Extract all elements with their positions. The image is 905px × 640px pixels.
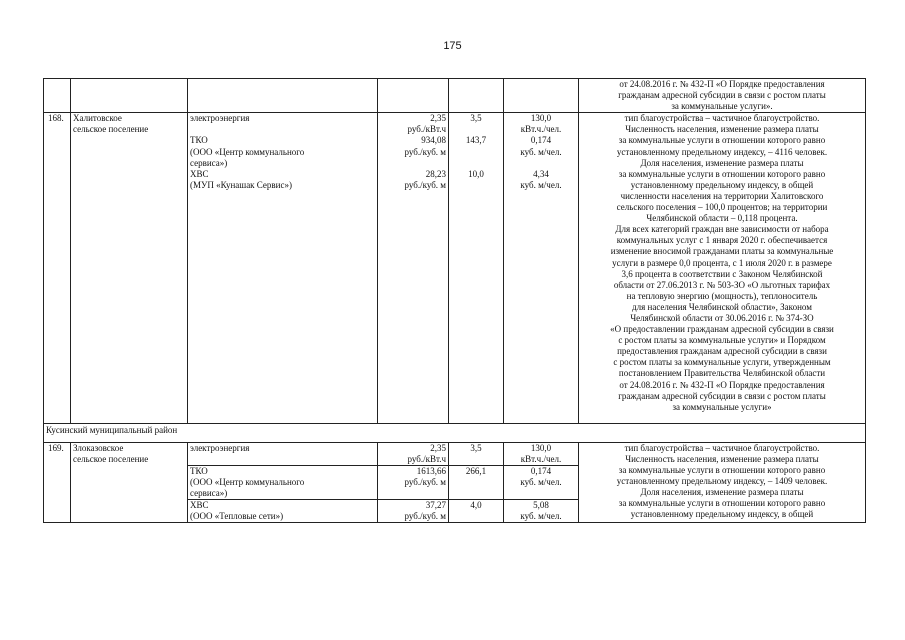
note-line: услуги в размере 0,0 процента, с 1 июля 2020 г. в размере bbox=[612, 257, 832, 268]
note-line: изменение вносимой гражданами платы за коммунальные bbox=[610, 246, 834, 257]
note-line: за коммунальные услуги в отношении которого равно bbox=[618, 168, 826, 179]
note-line: тип благоустройства – частичное благоустройство. bbox=[624, 113, 820, 124]
service-price: 2,35 руб./кВт.ч bbox=[378, 442, 449, 465]
service-norm: 5,08 куб. м/чел. bbox=[504, 500, 579, 523]
note-line: за коммунальные услуги в отношении которого равно bbox=[618, 464, 826, 475]
note-line: установленному предельному индексу, в общей bbox=[630, 179, 814, 190]
note-line: установленному предельному индексу, – 4116 человек. bbox=[616, 146, 828, 157]
service-volume: 10,0 bbox=[449, 169, 504, 191]
note-line: Для всех категорий граждан вне зависимости от набора bbox=[615, 224, 829, 235]
table-row bbox=[44, 113, 866, 136]
note-line: Численность населения, изменение размера платы bbox=[625, 453, 819, 464]
note-line: с ростом платы за коммунальные услуги» и Порядком bbox=[618, 335, 826, 346]
service-volume: 266,1 bbox=[449, 465, 504, 499]
row-number: 169. bbox=[44, 442, 71, 523]
note-line: за коммунальные услуги» bbox=[672, 401, 772, 412]
note-line: с ростом платы за коммунальные услуги, утвержденным bbox=[613, 357, 831, 368]
continuation-row bbox=[44, 79, 866, 113]
note-line: тип благоустройства – частичное благоустройство. bbox=[624, 442, 820, 453]
service-norm: 0,174 куб. м/чел. bbox=[504, 135, 579, 168]
service-name: ТКО (ООО «Центр коммунального сервиса») bbox=[188, 135, 378, 168]
note-line: Доля населения, изменение размера платы bbox=[640, 486, 804, 497]
service-norm: 0,174 куб. м/чел. bbox=[504, 465, 579, 499]
service-norm: 130,0 кВт.ч./чел. bbox=[504, 442, 579, 465]
note-line: области от 27.06.2013 г. № 503-ЗО «О льготных тарифах bbox=[613, 279, 831, 290]
service-volume: 3,5 bbox=[449, 442, 504, 465]
service-price: 934,08 руб./куб. м bbox=[378, 135, 449, 168]
service-name: ХВС (ООО «Тепловые сети») bbox=[188, 500, 378, 523]
note-line: от 24.08.2016 г. № 432-П «О Порядке предоставления bbox=[619, 379, 825, 390]
service-name: электроэнергия bbox=[188, 113, 378, 136]
note-line: гражданам адресной субсидии в связи с ростом платы bbox=[618, 390, 826, 401]
table-row bbox=[44, 442, 866, 465]
page-number: 175 bbox=[443, 40, 462, 52]
service-name: электроэнергия bbox=[188, 442, 378, 465]
service-price: 37,27 руб./куб. м bbox=[378, 500, 449, 523]
note-line: Доля населения, изменение размера платы bbox=[640, 157, 804, 168]
note-line: за коммунальные услуги в отношении которого равно bbox=[618, 135, 826, 146]
note-line: за коммунальные услуги в отношении которого равно bbox=[618, 498, 826, 508]
row-note bbox=[579, 113, 866, 424]
note-line: сельского поселения – 100,0 процентов; на территории bbox=[616, 202, 828, 213]
service-norm: 4,34 куб. м/чел. bbox=[504, 169, 579, 191]
row-note bbox=[579, 442, 866, 523]
service-price: 2,35 руб./кВт.ч bbox=[378, 113, 449, 136]
service-name: ХВС (МУП «Кунашак Сервис») bbox=[188, 169, 378, 191]
service-name: ТКО (ООО «Центр коммунального сервиса») bbox=[188, 465, 378, 499]
note-line: Численность населения, изменение размера платы bbox=[625, 124, 819, 135]
note-line: Челябинской области – 0,118 процента. bbox=[646, 213, 798, 224]
note-line: численности населения на территории Халитовского bbox=[620, 190, 824, 201]
note-line: Челябинской области от 30.06.2016 г. № 374-ЗО bbox=[630, 312, 814, 323]
section-row bbox=[44, 424, 866, 442]
note-line: на тепловую энергию (мощность), теплоноситель bbox=[626, 290, 818, 301]
service-norm: 130,0 кВт.ч./чел. bbox=[504, 113, 579, 136]
note-line: предоставления гражданам адресной субсидии в связи bbox=[617, 346, 827, 357]
note-line: 3,6 процента в соответствии с Законом Челябинской bbox=[621, 268, 823, 279]
service-volume: 4,0 bbox=[449, 500, 504, 523]
row-number: 168. bbox=[44, 113, 71, 424]
section-title: Кусинский муниципальный район bbox=[44, 424, 866, 442]
note-line: установленному предельному индексу, в общей bbox=[630, 509, 814, 520]
service-price: 28,23 руб./куб. м bbox=[378, 169, 449, 191]
service-price: 1613,66 руб./куб. м bbox=[378, 465, 449, 499]
tariff-table bbox=[43, 78, 866, 523]
settlement-name: Халитовское сельское поселение bbox=[71, 113, 188, 424]
note-line: «О предоставлении гражданам адресной субсидии в связи bbox=[610, 324, 834, 335]
note-line: установленному предельному индексу, – 1409 человек. bbox=[616, 475, 828, 486]
settlement-name: Злоказовское сельское поселение bbox=[71, 442, 188, 523]
note-line: коммунальных услуг с 1 января 2020 г. обеспечивается bbox=[616, 235, 828, 246]
service-volume: 3,5 bbox=[449, 113, 504, 136]
note-line: для населения Челябинской области», Законом bbox=[632, 301, 812, 312]
continuation-note: от 24.08.2016 г. № 432-П «О Порядке предоставления гражданам адресной субсидии в связи с ростом платы за коммунальные услуги». bbox=[579, 79, 866, 113]
service-volume: 143,7 bbox=[449, 135, 504, 168]
note-line: постановлением Правительства Челябинской области bbox=[618, 368, 826, 379]
